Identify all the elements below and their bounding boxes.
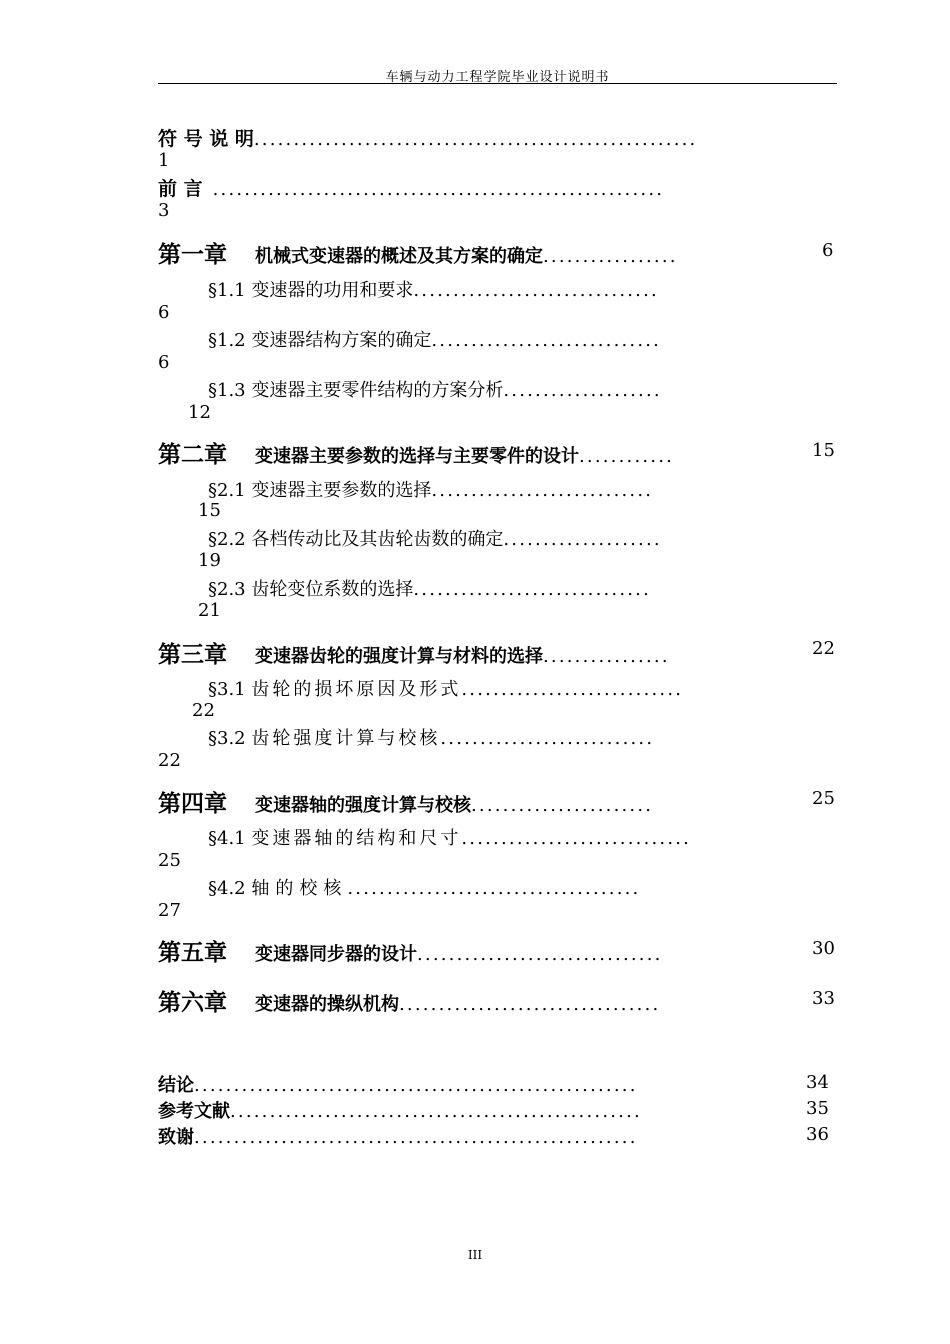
- toc-entry-symbols[interactable]: [158, 124, 837, 151]
- chapter-number: 第六章: [158, 990, 227, 1016]
- toc-leader-dots: ..............................: [413, 579, 652, 600]
- section-number: §1.1: [208, 280, 246, 301]
- section-number: §2.3: [208, 579, 246, 600]
- chapter-number: 第一章: [158, 242, 227, 268]
- section-number: §2.2: [208, 529, 246, 550]
- chapter-title: 机械式变速器的概述及其方案的确定: [255, 246, 543, 267]
- chapter-title: 变速器轴的强度计算与校核: [255, 795, 471, 816]
- toc-entry-title: 前 言: [158, 178, 203, 200]
- toc-page-number: 30: [812, 938, 835, 959]
- toc-chapter-1[interactable]: [158, 236, 808, 269]
- toc-section-2-3[interactable]: [208, 575, 808, 601]
- section-number: §1.3: [208, 380, 246, 401]
- section-number: §2.1: [208, 480, 246, 501]
- toc-chapter-5[interactable]: [158, 934, 808, 967]
- toc-leader-dots: .....................................: [347, 878, 641, 899]
- running-header: 车辆与动力工程学院毕业设计说明书: [385, 70, 610, 85]
- section-title: 变速器主要零件结构的方案分析: [251, 380, 504, 401]
- toc-chapter-4[interactable]: [158, 785, 808, 818]
- toc-entry-title: 结论: [158, 1075, 194, 1096]
- toc-page-number: 21: [198, 600, 221, 621]
- toc-section-3-2[interactable]: [208, 724, 837, 750]
- toc-page-number: 22: [158, 750, 181, 771]
- toc-leader-dots: .................................: [399, 994, 661, 1015]
- section-title: 变速器轴的结构和尺寸: [251, 828, 462, 849]
- toc-entry-references[interactable]: [158, 1097, 806, 1123]
- chapter-title: 变速器齿轮的强度计算与材料的选择: [255, 646, 543, 667]
- toc-page-number: 22: [812, 638, 835, 659]
- toc-page-number: 6: [822, 240, 834, 261]
- toc-entry-title: 参考文献: [158, 1101, 230, 1122]
- toc-leader-dots: ....................................................: [230, 1101, 642, 1122]
- toc-section-4-1[interactable]: [208, 824, 837, 850]
- toc-page-number: 19: [198, 550, 221, 571]
- toc-section-1-3[interactable]: [208, 376, 808, 402]
- toc-leader-dots: ............: [579, 446, 675, 467]
- toc-entry-title: 符 号 说 明: [158, 128, 254, 150]
- toc-page-number: 34: [806, 1072, 829, 1093]
- toc-leader-dots: ...........................: [440, 728, 655, 749]
- toc-chapter-3[interactable]: [158, 636, 808, 669]
- toc-entry-preface[interactable]: [158, 174, 837, 201]
- toc-leader-dots: .............................: [431, 330, 662, 351]
- toc-page-number: 12: [188, 402, 211, 423]
- section-title: 变速器结构方案的确定: [251, 330, 432, 351]
- toc-section-2-2[interactable]: [208, 525, 808, 551]
- chapter-title: 变速器的操纵机构: [255, 994, 399, 1015]
- toc-chapter-6[interactable]: [158, 984, 808, 1017]
- chapter-title: 变速器同步器的设计: [255, 944, 417, 965]
- toc-leader-dots: ........................................................: [253, 129, 698, 150]
- toc-leader-dots: ....................: [503, 529, 662, 550]
- toc-page-number: 25: [812, 788, 835, 809]
- section-title: 齿轮强度计算与校核: [251, 728, 441, 749]
- toc-page-number: 33: [812, 988, 835, 1009]
- toc-leader-dots: ...............................: [417, 944, 663, 965]
- toc-section-1-2[interactable]: [208, 326, 818, 352]
- toc-page-number: 3: [158, 200, 170, 221]
- section-title: 各档传动比及其齿轮齿数的确定: [251, 529, 504, 550]
- chapter-number: 第四章: [158, 791, 227, 817]
- chapter-number: 第三章: [158, 642, 227, 668]
- toc-page-number: 35: [806, 1098, 829, 1119]
- toc-page-number: 6: [158, 352, 170, 373]
- toc-leader-dots: ................: [543, 646, 670, 667]
- toc-leader-dots: ........................................................: [194, 1075, 638, 1096]
- section-number: §3.2: [208, 728, 246, 749]
- section-number: §3.1: [208, 679, 246, 700]
- chapter-title: 变速器主要参数的选择与主要零件的设计: [255, 446, 579, 467]
- toc-leader-dots: .............................: [461, 828, 692, 849]
- toc-page-number: 25: [158, 850, 181, 871]
- section-title: 变速器主要参数的选择: [251, 480, 432, 501]
- section-title: 齿轮的损坏原因及形式: [251, 679, 462, 700]
- chapter-number: 第二章: [158, 442, 227, 468]
- section-number: §4.1: [208, 828, 246, 849]
- toc-leader-dots: ............................: [431, 480, 654, 501]
- section-number: §4.2: [208, 878, 246, 899]
- toc-leader-dots: .................: [543, 246, 678, 267]
- chapter-number: 第五章: [158, 940, 227, 966]
- toc-page-number: 15: [812, 440, 835, 461]
- toc-section-2-1[interactable]: [208, 476, 808, 502]
- toc-section-1-1[interactable]: [208, 276, 818, 302]
- toc-section-4-2[interactable]: [208, 874, 837, 900]
- toc-page-number: 1: [158, 150, 170, 171]
- toc-page-number: 22: [192, 700, 215, 721]
- toc-entry-thanks[interactable]: [158, 1123, 806, 1149]
- section-title: 齿轮变位系数的选择: [251, 579, 414, 600]
- toc-leader-dots: .........................................................: [212, 179, 665, 200]
- toc-entry-title: 致谢: [158, 1127, 194, 1148]
- toc-leader-dots: .......................: [471, 795, 654, 816]
- toc-page-number: 27: [158, 900, 181, 921]
- toc-leader-dots: ....................: [503, 380, 662, 401]
- section-title: 变速器的功用和要求: [251, 280, 414, 301]
- toc-section-3-1[interactable]: [208, 675, 837, 701]
- section-number: §1.2: [208, 330, 246, 351]
- page-number-footer: III: [467, 1248, 483, 1262]
- toc-page-number: 36: [806, 1124, 829, 1145]
- toc-entry-conclusion[interactable]: [158, 1071, 806, 1097]
- toc-page-number: 6: [158, 302, 170, 323]
- toc-leader-dots: ...............................: [413, 280, 659, 301]
- toc-leader-dots: ............................: [461, 679, 684, 700]
- toc-chapter-2[interactable]: [158, 436, 808, 469]
- toc-leader-dots: ........................................................: [194, 1127, 638, 1148]
- section-title: 轴的校核: [251, 878, 348, 899]
- toc-page-number: 15: [198, 500, 221, 521]
